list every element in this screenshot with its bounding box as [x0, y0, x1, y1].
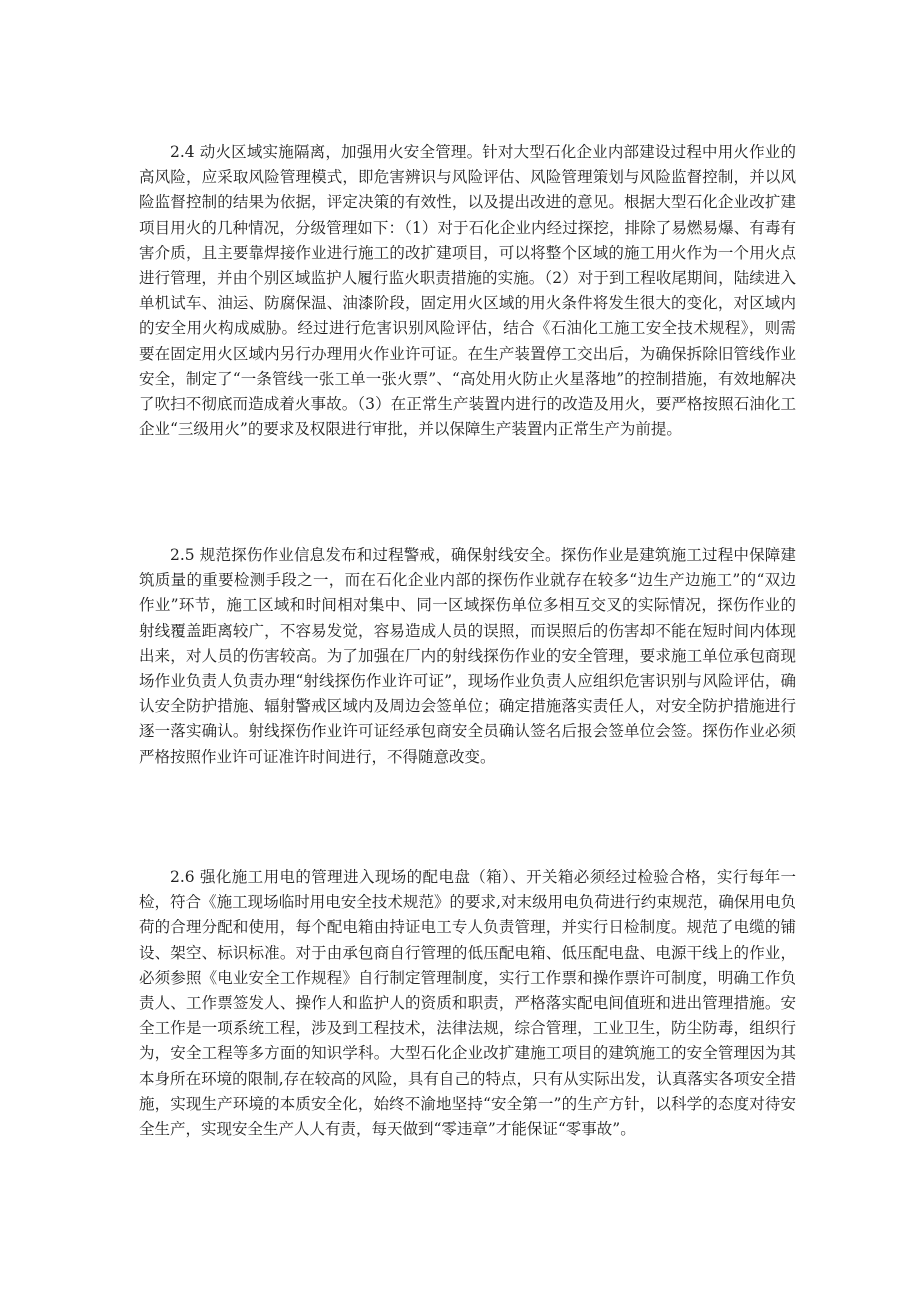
paragraph-2-6: 2.6 强化施工用电的管理进入现场的配电盘（箱）、开关箱必须经过检验合格，实行每年一检，符合《施工现场临时用电安全技术规范》的要求,对末级用电负荷进行约束规范，确保用电负荷的合理分配和使用，每个配电箱由持证电工专人负责管理，并实行日检制度。规范了电缆的铺设、架空、标识标准。对于由承包商自行管理的低压配电箱、低压配电盘、电源干线上的作业，必须参照《电业安全工作规程》自行制定管理制度，实行工作票和操作票许可制度，明确工作负责人、工作票签发人、操作人和监护人的资质和职责，严格落实配电间值班和进出管理措施。安全工作是一项系统工程，涉及到工程技术，法律法规，综合管理，工业卫生，防尘防毒，组织行为，安全工程等多方面的知识学科。大型石化企业改扩建施工项目的建筑施工的安全管理因为其本身所在环境的限制,存在较高的风险，具有自己的特点，只有从实际出发，认真落实各项安全措施，实现生产环境的本质安全化，始终不渝地坚持“安全第一”的生产方针，以科学的态度对待安全生产，实现安全生产人人有责，每天做到“零违章”才能保证“零事故”。 — [139, 868, 796, 1139]
paragraph-2-5: 2.5 规范探伤作业信息发布和过程警戒，确保射线安全。探伤作业是建筑施工过程中保障建筑质量的重要检测手段之一，而在石化企业内部的探伤作业就存在较多“边生产边施工”的“双边作业”环节，施工区域和时间相对集中、同一区域探伤单位多相互交叉的实际情况，探伤作业的射线覆盖距离较广，不容易发觉，容易造成人员的误照，而误照后的伤害却不能在短时间内体现出来，对人员的伤害较高。为了加强在厂内的射线探伤作业的安全管理，要求施工单位承包商现场作业负责人负责办理“射线探伤作业许可证”，现场作业负责人应组织危害识别与风险评估，确认安全防护措施、辐射警戒区域内及周边会签单位；确定措施落实责任人，对安全防护措施进行逐一落实确认。射线探伤作业许可证经承包商安全员确认签名后报会签单位会签。探伤作业必须严格按照作业许可证准许时间进行，不得随意改变。 — [139, 546, 796, 766]
paragraph-2-4: 2.4 动火区域实施隔离，加强用火安全管理。针对大型石化企业内部建设过程中用火作业的高风险，应采取风险管理模式，即危害辨识与风险评估、风险管理策划与风险监督控制，并以风险监督控制的结果为依据，评定决策的有效性，以及提出改进的意见。根据大型石化企业改扩建项目用火的几种情况，分级管理如下：（1）对于石化企业内经过探挖，排除了易燃易爆、有毒有害介质，且主要靠焊接作业进行施工的改扩建项目，可以将整个区域的施工用火作为一个用火点进行管理，并由个别区域监护人履行监火职责措施的实施。（2）对于到工程收尾期间，陆续进入单机试车、油运、防腐保温、油漆阶段，固定用火区域的用火条件将发生很大的变化，对区域内的安全用火构成威胁。经过进行危害识别风险评估，结合《石油化工施工安全技术规程》，则需要在固定用火区域内另行办理用火作业许可证。在生产装置停工交出后，为确保拆除旧管线作业安全，制定了“一条管线一张工单一张火票”、“高处用火防止火星落地”的控制措施，有效地解决了吹扫不彻底而造成着火事故。（3）在正常生产装置内进行的改造及用火，要严格按照石油化工企业“三级用火”的要求及权限进行审批，并以保障生产装置内正常生产为前提。 — [139, 143, 796, 439]
